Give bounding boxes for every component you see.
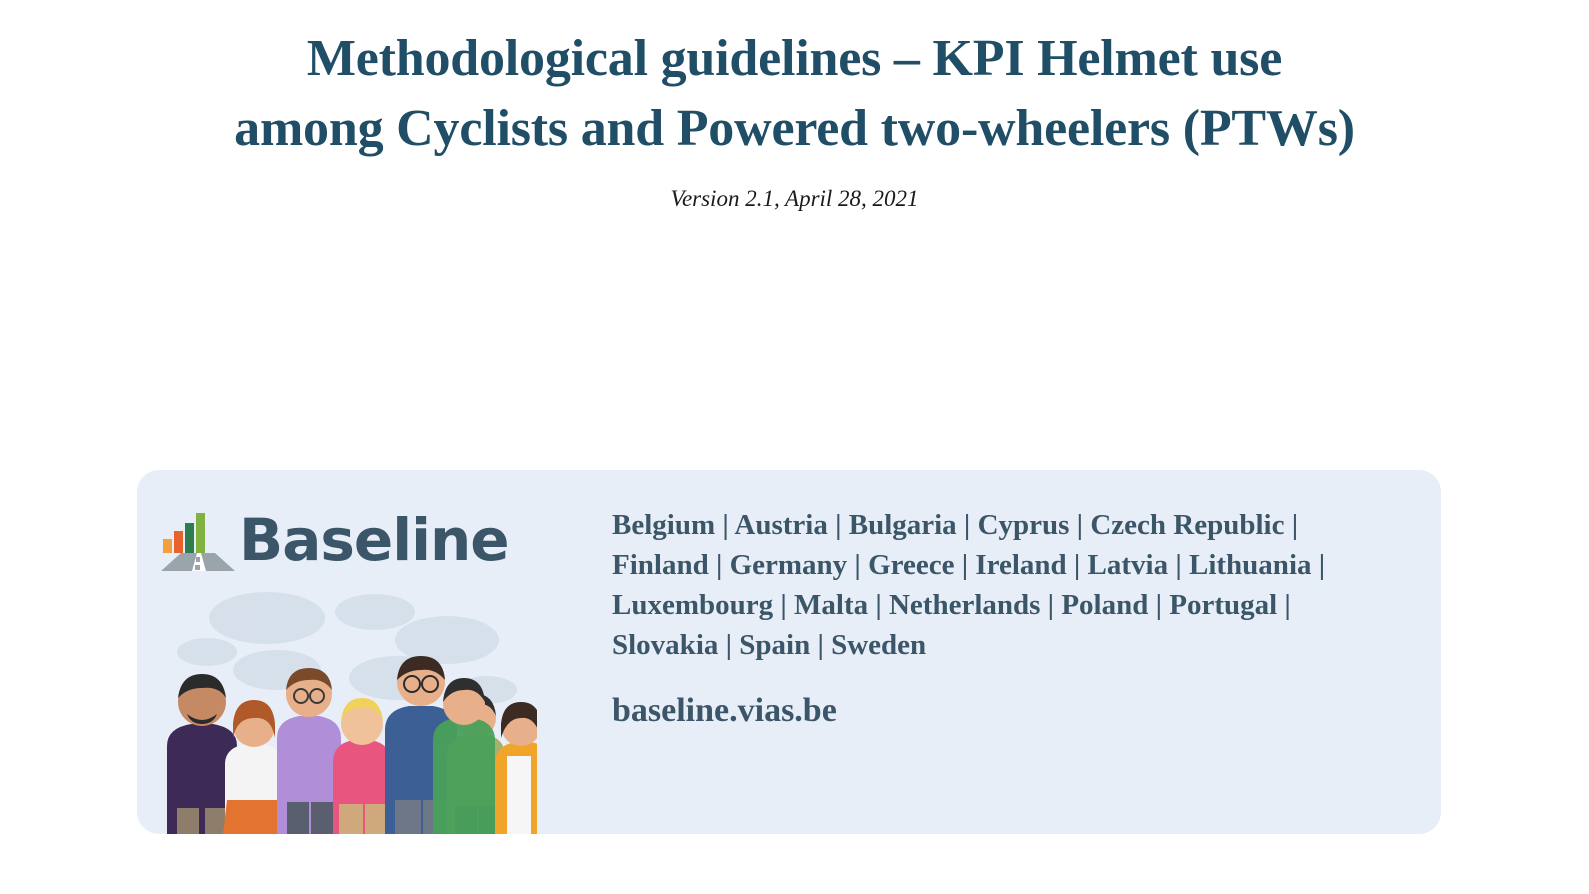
footer-banner [137, 470, 1441, 834]
baseline-logo [161, 500, 511, 580]
people-illustration [147, 578, 537, 834]
baseline-logo-wordmark: Baseline [239, 506, 509, 574]
page-title-line-1: Methodological guidelines – KPI Helmet use [306, 30, 1283, 87]
page-title-line-2: among Cyclists and Powered two-wheelers (PTWs) [234, 100, 1355, 158]
project-website-link[interactable]: baseline.vias.be [612, 692, 837, 729]
page-title [90, 24, 1499, 164]
baseline-logo-icon [161, 509, 235, 571]
version-subtitle: Version 2.1, April 28, 2021 [670, 186, 919, 211]
partner-countries-list: Belgium | Austria | Bulgaria | Cyprus | Czech Republic | Finland | Germany | Greece | Ireland | Latvia | Lithuania | Luxembourg | Malta | Netherlands | Poland | Portugal | Slovakia | Spain | Sweden [612, 509, 1326, 662]
